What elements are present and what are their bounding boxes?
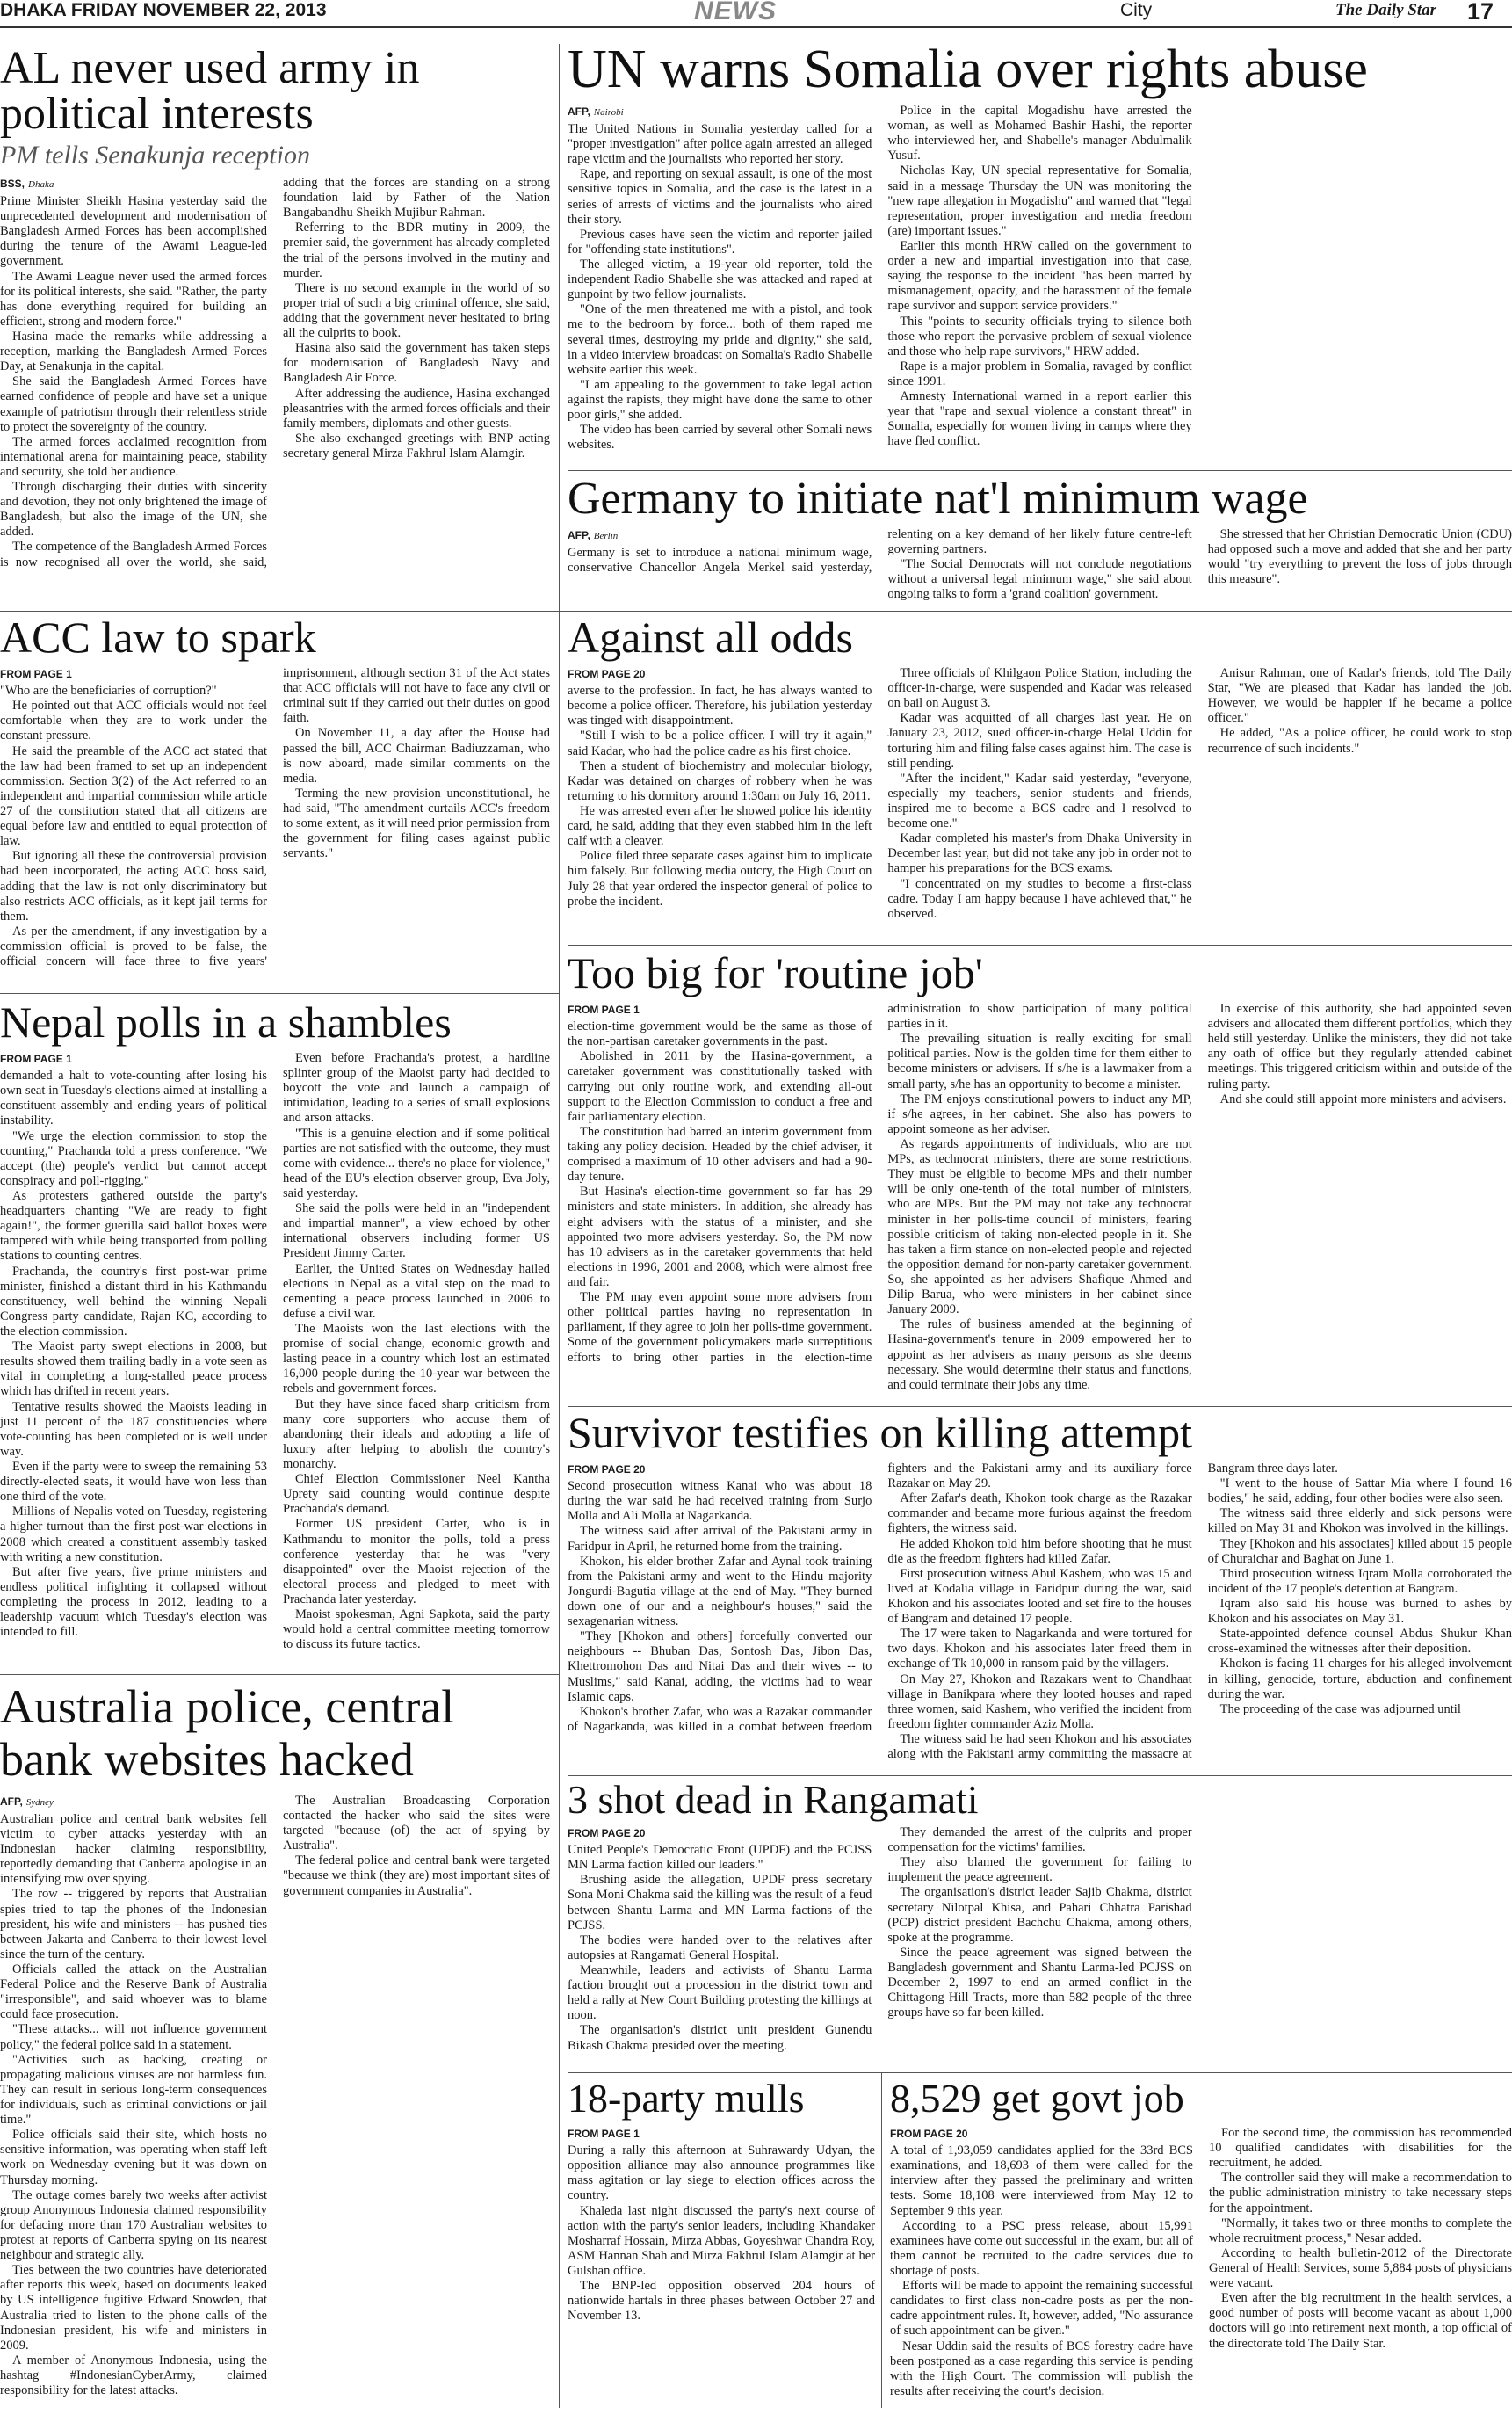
paragraph: The video has been carried by several other Somali news websites.	[568, 423, 872, 453]
paragraph: United People's Democratic Front (UPDF) and the PCJSS MN Larma faction killed our leaders."	[568, 1843, 872, 1873]
paragraph: A total of 1,93,059 candidates applied for the 33rd BCS examinations, and 18,693 of them were called for the interview after they passed the preliminary and written tests. Some 18,108 were interviewed from May 12 to September 9 this year.	[890, 2143, 1193, 2218]
paragraph: "Activities such as hacking, creating or propagating malicious viruses are not harmless fun. They can result in serious long-term consequences for individuals, such as criminal convictions or jail time."	[0, 2052, 267, 2128]
byline: BSS, Dhaka	[0, 178, 54, 190]
paragraph: This "points to security officials trying to silence both those who report the pervasive problem of sexual violence and those who help rape survivors," HRW added.	[887, 314, 1192, 359]
paragraph: averse to the profession. In fact, he has always wanted to become a police officer. Therefore, his jubilation yesterday was tinged with disappointment.	[568, 684, 872, 729]
paragraph: And she could still appoint more ministers and advisers.	[1219, 1091, 1507, 1106]
paragraph: But Hasina's election-time government so far has 29 ministers and state ministers. In addition, she already has eight advisers with the status of a minister, and she appointed two more advisers yesterday. So, the PM now has 10 advisers as in the caretaker governments that held elections in 1996, 2001 and 2008, which were almost free and fair.	[568, 1185, 872, 1290]
paragraph: As protesters gathered outside the party's headquarters chanting "We are ready to fight again!", the former guerilla said ballot boxes were tampered with while being transported from polling stations to counting centres.	[0, 1189, 267, 1264]
paragraph: Efforts will be made to appoint the remaining successful candidates to first class non-cadre posts as per the non-cadre appointment rules. It, however, added, "No assurance of such appointment can be given."	[890, 2279, 1193, 2339]
paragraph: Then a student of biochemistry and molecular biology, Kadar was detained on charges of robbery when he was returning to his dormitory around 1:30am on July 16, 2011.	[568, 758, 872, 803]
paragraph: Kadar was acquitted of all charges last year. He on January 23, 2012, sued officer-in-charge Helal Uddin for torturing him and filing false cases against him. The case is still pending.	[887, 711, 1192, 771]
story-divider	[0, 611, 1512, 612]
paragraph: He added, "As a police officer, he could work to stop recurrence of such incidents."	[1207, 726, 1512, 756]
byline: FROM PAGE 20	[568, 1463, 646, 1476]
paragraph: State-appointed defence counsel Abdus Shukur Khan cross-examined the witnesses after their deposition.	[1207, 1627, 1512, 1657]
paragraph: The Maoist party swept elections in 2008, but results showed them trailing badly in a vote seen as vital in completing a long-stalled peace process which has drifted in recent years.	[0, 1339, 267, 1399]
paragraph: But they have since faced sharp criticism from many core supporters who accuse them of abandoning their ideals and adopting a life of luxury after helping to abolish the country's monarchy.	[283, 1396, 550, 1471]
paragraph: "Who are the beneficiaries of corruption?"	[0, 684, 217, 699]
story-divider	[568, 1406, 1512, 1407]
paragraph: Third prosecution witness Iqram Molla corroborated the incident of the 17 people's detention at Bangram.	[1207, 1566, 1512, 1596]
story-18-party	[568, 2078, 875, 2412]
paragraph: He added Khokon told him before shooting that he must die as the freedom fighters had killed Zafar.	[887, 1536, 1192, 1566]
paragraph: Anisur Rahman, one of Kadar's friends, told The Daily Star, "We are pleased that Kadar has landed the job. However, we would be happier if he became a police officer."	[1207, 666, 1512, 726]
issue-date: DHAKA FRIDAY NOVEMBER 22, 2013	[0, 0, 327, 20]
headline: 3 shot dead in Rangamati	[568, 1780, 979, 1822]
paragraph: The Maoists won the last elections with the promise of social change, economic growth and lasting peace in a country which lost an estimated 16,000 people during the 10-year war between the rebels and government forces.	[283, 1321, 550, 1396]
story-acc-law	[0, 615, 550, 989]
paragraph: "One of the men threatened me with a pistol, and took me to the bedroom by force... both of them raped me several times, destroying my pride and dignity," she said, in a video interview broadcast on Somalia's Radio Shabelle website earlier this week.	[568, 302, 872, 377]
story-divider	[568, 945, 1512, 946]
paragraph: Through discharging their duties with sincerity and devotion, they not only brightened the image of Bangladesh, but also the image of the UN, she added.	[0, 480, 267, 540]
paragraph: He was arrested even after he showed police his identity card, he said, adding that they even stabbed him in the left calf with a cleaver.	[568, 804, 872, 849]
paragraph: But ignoring all these the controversial provision had been incorporated, the acting ACC boss said, adding that the law is not only discriminatory but also restricts ACC officials, as it kept jail terms for them.	[0, 849, 267, 924]
paragraph: During a rally this afternoon at Suhrawardy Udyan, the opposition alliance may also announce programmes like mass agitation or lay siege to election offices across the country.	[568, 2143, 875, 2203]
subheadline: PM tells Senakunja reception	[0, 141, 310, 170]
paragraph: The federal police and central bank were targeted "because we think (they are) most important sites of government companies in Australia".	[283, 1853, 550, 1898]
paragraph: A member of Anonymous Indonesia, using the hashtag #IndonesianCyberArmy, claimed responsibility for the latest attacks.	[0, 2353, 267, 2398]
column-rule	[881, 2072, 882, 2408]
paragraph: The 17 were taken to Nagarkanda and were tortured for two days. Khokon and his associates later freed them in exchange of Tk 10,000 in ransom paid by the villagers.	[887, 1627, 1192, 1672]
paragraph: Prachanda, the country's first post-war prime minister, finished a distant third in his Kathmandu constituency, well behind the winning Nepali Congress party candidate, Rajan KC, according to the election commission.	[0, 1264, 267, 1339]
paragraph: The proceeding of the case was adjourned until	[1219, 1701, 1461, 1716]
paragraph: She stressed that her Christian Democratic Union (CDU) had opposed such a move and added that she and her party would "try everything to prevent the loss of jobs through this measure".	[1207, 527, 1512, 587]
story-body	[568, 104, 1512, 455]
paragraph: Prime Minister Sheikh Hasina yesterday said the unprecedented development and modernisation of Bangladesh Armed Forces has been accomplished during the tenure of the Awami League-led government.	[0, 193, 267, 269]
paragraph: But after five years, five prime ministers and endless political infighting it collapsed without completing the process in 2012, leading to a leadership vacuum which Tuesday's election was intended to fill.	[0, 1564, 267, 1640]
story-divider	[568, 2072, 1512, 2073]
byline: FROM PAGE 20	[568, 668, 646, 680]
story-divider	[0, 1674, 559, 1675]
paragraph: Terming the new provision unconstitutional, he had said, "The amendment curtails ACC's freedom to some extent, as it will need prior permission from the government for filing cases against public servants."	[283, 786, 550, 861]
story-against-odds	[568, 615, 1512, 940]
byline: AFP, Berlin	[568, 529, 619, 541]
headline: 18-party mulls	[568, 2078, 805, 2121]
paragraph: "Still I wish to be a police officer. I will try it again," said Kadar, who had the police cadre as his first choice.	[568, 729, 872, 758]
page-masthead	[0, 0, 1512, 28]
story-body	[890, 2126, 1512, 2407]
paragraph: Even if the party were to sweep the remaining 53 directly-elected seats, it would have won less than one third of the vote.	[0, 1460, 267, 1505]
story-routine-job	[568, 951, 1512, 1401]
paragraph: The Australian Broadcasting Corporation contacted the hacker who said the sites were targeted "because (of) the act of spying by Australia".	[283, 1793, 550, 1853]
page-number: 17	[1467, 0, 1494, 25]
story-body	[568, 1002, 1512, 1393]
paragraph: Amnesty International warned in a report earlier this year that "rape and sexual violence a constant threat" in Somalia, especially for women living in camps where they have fled conflict.	[887, 389, 1192, 449]
paragraph: Khokon's brother Zafar, who was a Razakar commander of Nagarkanda, was killed in a combat between freedom fighters and the Pakistani army and its auxiliary force Razakar on May 29.	[568, 1461, 1192, 1734]
paragraph: Khokon is facing 11 charges for his alleged involvement in killing, genocide, torture, abduction and confinement during the war.	[1207, 1657, 1512, 1701]
section-city: City	[1120, 0, 1153, 20]
column-rule	[559, 44, 560, 2408]
story-body	[0, 176, 550, 576]
paragraph: The rules of business amended at the beginning of Hasina-government's tenure in 2009 empowered her to appoint as her advisers as many persons as she deems necessary. She would determine their status and functions, and could terminate their jobs any time.	[887, 1317, 1192, 1392]
paragraph: Police officials said their site, which hosts no sensitive information, was operating when staff left work on Wednesday evening but it was down on Thursday morning.	[0, 2128, 267, 2187]
headline: Nepal polls in a shambles	[0, 1000, 452, 1047]
paragraph: Iqram also said his house was burned to ashes by Khokon and his associates on May 31.	[1207, 1596, 1512, 1627]
paragraph: The prevailing situation is really exciting for small political parties. Now is the golden time for them either to become ministers or advisers. If s/he is a lawmaker from a small party, s/he has an opportunity to become a minister.	[887, 1032, 1192, 1091]
paragraph: Abolished in 2011 by the Hasina-government, a caretaker government was constitutionally tasked with carrying out only routine work, and extending all-out support to the Election Commission to conduct a free and fair parliamentary election.	[568, 1049, 872, 1124]
paragraph: "This is a genuine election and if some political parties are not satisfied with the outcome, they must come with evidence... there's no place for violence," head of the EU's election observer group, Eva Joly, said yesterday.	[283, 1126, 550, 1200]
paragraph: Earlier this month HRW called on the government to order a new and impartial investigation into that case, saying the response to the incident "has been marred by mismanagement, opacity, and the harassment of the female rape survivor and support service providers."	[887, 238, 1192, 314]
paragraph: Police in the capital Mogadishu have arrested the woman, as well as Mohamed Bashir Hashi, the reporter who interviewed her, and Shabelle's manager Abdulmalik Yusuf.	[887, 104, 1192, 163]
paragraph: On November 11, a day after the House had passed the bill, ACC Chairman Badiuzzaman, who is now aboard, made similar comments on the media.	[283, 726, 550, 786]
byline: FROM PAGE 1	[568, 1004, 640, 1016]
paragraph: Rape, and reporting on sexual assault, is one of the most sensitive topics in Somalia, and the case is the latest in a series of arrests of victims and the journalists who aired their story.	[568, 167, 872, 227]
paragraph: Even before Prachanda's protest, a hardline splinter group of the Maoist party had decided to boycott the vote and launch a campaign of intimidation, leading to a series of small explosions and arson attacks.	[283, 1051, 550, 1126]
paragraph: After Zafar's death, Khokon took charge as the Razakar commander and became more furious against the freedom fighters, the witness said.	[887, 1491, 1192, 1536]
paragraph: The witness said after arrival of the Pakistani army in Faridpur in April, he returned home from the training.	[568, 1524, 872, 1554]
paragraph: Hasina also said the government has taken steps for modernisation of Bangladesh Navy and Bangladesh Air Force.	[283, 341, 550, 386]
paragraph: Hasina made the remarks while addressing a reception, marking the Bangladesh Armed Forces Day, at Senakunja in the capital.	[0, 329, 267, 374]
paragraph: "We urge the election commission to stop the counting," Prachanda told a press conference. "We accept (the) people's verdict but cannot accept conspiracy and poll-rigging."	[0, 1128, 267, 1188]
paragraph: The armed forces acclaimed recognition from international arena for maintaining peace, stability and security, she told her audience.	[0, 434, 267, 479]
headline: Too big for 'routine job'	[568, 951, 983, 997]
byline: FROM PAGE 20	[568, 1827, 646, 1839]
paragraph: "I am appealing to the government to take legal action against the rapists, they might have done the same to other poor girls," she added.	[568, 377, 872, 423]
byline: FROM PAGE 1	[568, 2128, 640, 2140]
section-title: NEWS	[694, 0, 777, 25]
paragraph: Chief Election Commissioner Neel Kantha Uprety said counting would continue despite Prachanda's demand.	[283, 1472, 550, 1517]
paragraph: Khokon, his elder brother Zafar and Aynal took training from the Pakistani army and went to the Hindu majority Jongurdi-Bagutia village at the end of May. "They burned down one of our and a neighbour's houses," said the sexagenarian witness.	[568, 1554, 872, 1629]
headline: Germany to initiate nat'l minimum wage	[568, 476, 1308, 524]
paper-name: The Daily Star	[1335, 1, 1437, 19]
paragraph: Officials called the attack on the Australian Federal Police and the Reserve Bank of Australia "irresponsible", and said whoever was to blame could face prosecution.	[0, 1962, 267, 2022]
story-divider	[568, 470, 1512, 471]
paragraph: The organisation's district leader Sajib Chakma, district secretary Nilotpal Khisa, and Pahari Chhatra Parishad (PCP) district president Bachchu Chakma, among others, spoke at the programme.	[887, 1885, 1192, 1945]
paragraph: As regards appointments of individuals, who are not MPs, as technocrat ministers, there are some restrictions. They must be eligible to become MPs and their number will be only one-tenth of the total number of ministers, who are MPs. But the PM may not take any technocrat minister in her polls-time council of ministers, fearing possible criticism of taking non-elected people in it. She has taken a firm stance on non-elected people and rejected the opposition demand for non-party caretaker government. So, she appointed as her advisers Shafique Ahmed and Dilip Barua, who were ministers in her cabinet since January 2009.	[887, 1136, 1192, 1317]
paragraph: She said the Bangladesh Armed Forces have earned confidence of people and have set a unique example of patriotism through their relentless stride to protect the sovereignty of the country.	[0, 374, 267, 434]
paragraph: "Normally, it takes two or three months to complete the whole recruitment process," Nesar added.	[1209, 2216, 1512, 2245]
paragraph: election-time government would be the same as those of the non-partisan caretaker governments in the past.	[568, 1019, 872, 1049]
paragraph: Australian police and central bank websites fell victim to cyber attacks yesterday with an Indonesian hacker claiming responsibility, reportedly demanding that Canberra apologise in an intensifying row over spying.	[0, 1811, 267, 1887]
paragraph: The row -- triggered by reports that Australian spies tried to tap the phones of the Indonesian president, his wife and ministers -- has pushed ties between Jakarta and Canberra to their lowest level since the turn of the century.	[0, 1887, 267, 1962]
paragraph: The constitution had barred an interim government from taking any policy decision. Headed by the chief adviser, it comprised a maximum of 10 other advisers and had a 90-day tenure.	[568, 1124, 872, 1185]
paragraph: Ties between the two countries have deteriorated after reports this week, based on documents leaked by US intelligence fugitive Edward Snowden, that Australia tried to listen to the phone calls of the Indonesian president, his wife and ministers in 2009.	[0, 2263, 267, 2353]
paragraph: Meanwhile, leaders and activists of Shantu Larma faction brought out a procession in the district town and held a rally at New Court Building protesting the killings at noon.	[568, 1963, 872, 2023]
story-body	[568, 2126, 875, 2407]
byline: AFP, Sydney	[0, 1795, 54, 1808]
paragraph: The PM enjoys constitutional powers to induct any MP, if s/he agrees, in her cabinet. She also has powers to appoint someone as her adviser.	[887, 1091, 1192, 1136]
byline: AFP, Nairobi	[568, 105, 624, 118]
story-body	[0, 666, 550, 983]
paragraph: The bodies were handed over to the relatives after autopsies at Rangamati General Hospital.	[568, 1933, 872, 1962]
paragraph: Police filed three separate cases against him to implicate him falsely. But following media outcry, the High Court on July 28 that year ordered the inspector general of police to probe the incident.	[568, 849, 872, 909]
paragraph: Since the peace agreement was signed between the Bangladesh government and Shantu Larma-led PCJSS on December 2, 1997 to end an armed conflict in the Chittagong Hill Tracts, more than 582 people of the three groups have so far been killed.	[887, 1945, 1192, 2020]
story-un-somalia	[568, 42, 1512, 466]
paragraph: The competence of the Bangladesh Armed Forces is now recognised all over the world, she said, adding that the forces are standing on a strong foundation laid by Father of the Nation Bangabandhu Sheikh Mujibur Rahman.	[0, 176, 550, 569]
paragraph: Kadar completed his master's from Dhaka University in December last year, but did not take any job in order not to hamper his preparations for the BCS exams.	[887, 831, 1192, 876]
paragraph: "I went to the house of Sattar Mia where I found 16 bodies," he said, adding, four other bodies were also seen.	[1207, 1476, 1512, 1506]
byline: FROM PAGE 1	[0, 1053, 72, 1065]
story-body	[0, 1794, 550, 2400]
paragraph: In exercise of this authority, she had appointed seven advisers and allocated them different portfolios, which they held still yesterday. Unlike the ministers, they did not take any oath of office but they regularly attended cabinet meetings. This triggered criticism within and outside of the ruling party.	[1207, 1002, 1512, 1091]
paragraph: Nicholas Kay, UN special representative for Somalia, said in a message Thursday the UN was monitoring the "new rape allegation in Mogadishu" and warned that "legal representation, proper investigation and media freedom (are) important issues."	[887, 163, 1192, 238]
paragraph: "After the incident," Kadar said yesterday, "everyone, especially my teachers, senior students and friends, inspired me to become a BCS cadre and I resolved to become one."	[887, 771, 1192, 831]
paragraph: According to health bulletin-2012 of the Directorate General of Health Services, some 5,884 posts of physicians were vacant.	[1209, 2245, 1512, 2291]
paragraph: She also exchanged greetings with BNP acting secretary general Mirza Fakhrul Islam Alamgir.	[283, 431, 550, 461]
paragraph: According to a PSC press release, about 15,991 examinees have come out successful in the exam, but all of them cannot be recruited to the cadre services due to shortage of posts.	[890, 2218, 1193, 2279]
paragraph: Khaleda last night discussed the party's next course of action with the party's senior leaders, including Khandaker Mosharraf Hossain, Mirza Abbas, Goyeshwar Chandra Roy, ASM Hannan Shah and Mirza Fakhrul Islam Alamgir at her Gulshan office.	[568, 2203, 875, 2279]
paragraph: They [Khokon and his associates] killed about 15 people of Churaichar and Baghat on June 1.	[1207, 1536, 1512, 1566]
paragraph: Referring to the BDR mutiny in 2009, the premier said, the government has already completed the trial of the persons involved in the mutiny and murder.	[283, 221, 550, 280]
paragraph: Maoist spokesman, Agni Sapkota, said the party would hold a central committee meeting tomorrow to discuss its future tactics.	[283, 1607, 550, 1652]
headline: Against all odds	[568, 615, 853, 662]
paragraph: The outage comes barely two weeks after activist group Anonymous Indonesia claimed responsibility for defacing more than 170 Australian websites to protest at reports of Canberra spying on its nearest neighbour and strategic ally.	[0, 2187, 267, 2263]
paragraph: Former US president Carter, who is in Kathmandu to monitor the polls, told a press conference yesterday that he was "very disappointed" over the Maoist rejection of the electoral process and pledged to meet with Prachanda later yesterday.	[283, 1517, 550, 1606]
paragraph: The alleged victim, a 19-year old reporter, told the independent Radio Shabelle she was attacked and raped at gunpoint by two fellow journalists.	[568, 257, 872, 302]
paragraph: The controller said they will make a recommendation to the public administration ministry to take necessary steps for the appointment.	[1209, 2171, 1512, 2216]
paragraph: The BNP-led opposition observed 204 hours of nationwide hartals in three phases between October 27 and November 13.	[568, 2279, 875, 2324]
paragraph: He said the preamble of the ACC act stated that the law had been framed to set up an independent commission. Section 3(2) of the Act referred to an independent and impartial commission while article 27 of the constitution stated that all citizens are equal before law and entitled to equal protection of law.	[0, 743, 267, 849]
paragraph: Even after the big recruitment in the health services, a good number of posts will become vacant as about 1,000 doctors will go into retirement next month, a top official of the directorate told The Daily Star.	[1209, 2291, 1512, 2351]
story-germany-wage	[568, 476, 1512, 608]
paragraph: The witness said three elderly and sick persons were killed on May 31 and Khokon was involved in the killings.	[1207, 1506, 1512, 1536]
story-body	[568, 1461, 1512, 1765]
headline: Australia police, central bank websites hacked	[0, 1680, 455, 1787]
story-divider	[568, 1775, 1512, 1776]
story-body	[568, 527, 1512, 605]
story-nepal-polls	[0, 1000, 550, 1670]
paragraph: There is no second example in the world of so proper trial of such a big criminal offence, she said, adding that the government never hesitated to bring all the culprits to book.	[283, 280, 550, 341]
story-survivor-testifies	[568, 1411, 1512, 1771]
story-australia-hack	[0, 1680, 550, 2411]
byline: FROM PAGE 1	[0, 668, 72, 680]
paragraph: "These attacks... will not influence government policy," the federal police said in a statement.	[0, 2022, 267, 2052]
byline: FROM PAGE 20	[890, 2128, 968, 2140]
paragraph: Rape is a major problem in Somalia, ravaged by conflict since 1991.	[887, 359, 1192, 388]
headline: 8,529 get govt job	[890, 2078, 1184, 2121]
paragraph: The witness said he had seen Khokon and his associates along with the Pakistani army committing the massacre at Bangram three days later.	[887, 1461, 1338, 1762]
paragraph: The Awami League never used the armed forces for its political interests, she said. "Rather, the party has done everything required for building an efficient, strong and modern force."	[0, 269, 267, 329]
paragraph: As per the amendment, if any investigation by a commission official is proved to be false, the official concern will face three to five years' imprisonment, although section 31 of the Act states that ACC officials will not have to face any civil or criminal suit if they carried out their duties on good faith.	[0, 666, 550, 969]
headline: UN warns Somalia over rights abuse	[568, 42, 1368, 99]
paragraph: Previous cases have seen the victim and reporter jailed for "offending state institutions".	[568, 227, 872, 257]
paragraph: "The Social Democrats will not conclude negotiations without a universal legal minimum wage," she said about ongoing talks to form a 'grand coalition' government.	[887, 557, 1192, 602]
paragraph: Millions of Nepalis voted on Tuesday, registering a higher turnout than the first post-war elections in 2008 which created a constituent assembly tasked with writing a new constitution.	[0, 1505, 267, 1564]
paragraph: "They [Khokon and others] forcefully converted our neighbours -- Bhuban Das, Sontosh Das, Jibon Das, Khettromohon Das and Nitai Das and their wives -- to Muslims," said Kanai, adding, the victims had to wear Islamic caps.	[568, 1629, 872, 1704]
paragraph: Earlier, the United States on Wednesday hailed elections in Nepal as a vital step on the road to cementing a peace process launched in 2006 to defuse a civil war.	[283, 1261, 550, 1321]
story-body	[568, 1825, 1512, 2063]
paragraph: They demanded the arrest of the culprits and proper compensation for the victims' families.	[887, 1825, 1192, 1855]
paragraph: Second prosecution witness Kanai who was about 18 during the war said he had received training from Surjo Molla and Ali Molla at Nagarkanda.	[568, 1479, 872, 1524]
paragraph: After addressing the audience, Hasina exchanged pleasantries with the armed forces officials and their family members, diplomats and other guests.	[283, 386, 550, 431]
paragraph: The United Nations in Somalia yesterday called for a "proper investigation" after police again arrested an alleged rape victim and the journalists who reported her story.	[568, 121, 872, 167]
story-rangamati	[568, 1780, 1512, 2068]
paragraph: Nesar Uddin said the results of BCS forestry cadre have been postponed as a case regarding this service is pending with the High Court. The commission will publish the results after receiving the court's decision.	[890, 2339, 1193, 2398]
paragraph: Brushing aside the allegation, UPDF press secretary Sona Moni Chakma said the killing was the result of a feud between Shantu Larma and MN Larma factions of the PCJSS.	[568, 1873, 872, 1933]
paragraph: She said the polls were held in an "independent and impartial manner", a view echoed by other international observers including former US President Jimmy Carter.	[283, 1201, 550, 1261]
paragraph: "I concentrated on my studies to become a first-class cadre. Today I am happy because I have achieved that," he observed.	[887, 876, 1192, 921]
paragraph: The PM may even appoint some more advisers from other political parties having no representation in parliament, if they agree to join her polls-time government. Some of the government policymakers made surreptitious efforts to bring other parties in the election-time administration to show participation of many political parties in it.	[568, 1002, 1192, 1365]
story-al-army	[0, 46, 550, 608]
paragraph: They also blamed the government for failing to implement the peace agreement.	[887, 1855, 1192, 1885]
paragraph: Three officials of Khilgaon Police Station, including the officer-in-charge, were suspended and Kadar was released on bail on August 3.	[887, 666, 1192, 711]
paragraph: demanded a halt to vote-counting after losing his own seat in Tuesday's elections aimed at installing a constituent assembly and ending years of political instability.	[0, 1069, 267, 1128]
paragraph: The organisation's district unit president Gunendu Bikash Chakma presided over the meeting.	[568, 2023, 872, 2053]
paragraph: On May 27, Khokon and Razakars went to Chandhaat village in Banikpara where they looted houses and raped three women, said Kashem, who verified the incident from freedom fighter commander Aziz Molla.	[887, 1672, 1192, 1731]
paragraph: First prosecution witness Abul Kashem, who was 15 and lived at Kodalia village in Faridpur during the war, said Khokon and his associates looted and set fire to the houses of Bangram and detained 17 people.	[887, 1566, 1192, 1627]
headline: ACC law to spark	[0, 615, 316, 662]
paragraph: He pointed out that ACC officials would not feel comfortable when they are to work under the constant pressure.	[0, 699, 267, 743]
story-govt-job	[890, 2078, 1512, 2412]
story-body	[0, 1051, 550, 1662]
headline: Survivor testifies on killing attempt	[568, 1411, 1193, 1457]
paragraph: Germany is set to introduce a national minimum wage, conservative Chancellor Angela Merkel said yesterday, relenting on a key demand of her likely future centre-left governing partners.	[568, 527, 1192, 576]
story-body	[568, 666, 1512, 934]
story-divider	[0, 993, 559, 994]
headline: AL never used army in political interests	[0, 46, 420, 139]
paragraph: For the second time, the commission has recommended 10 qualified candidates with disabilities for the recruitment, he added.	[1209, 2126, 1512, 2171]
paragraph: Tentative results showed the Maoists leading in just 11 percent of the 187 constituencies where vote-counting has been completed or is well under way.	[0, 1399, 267, 1459]
